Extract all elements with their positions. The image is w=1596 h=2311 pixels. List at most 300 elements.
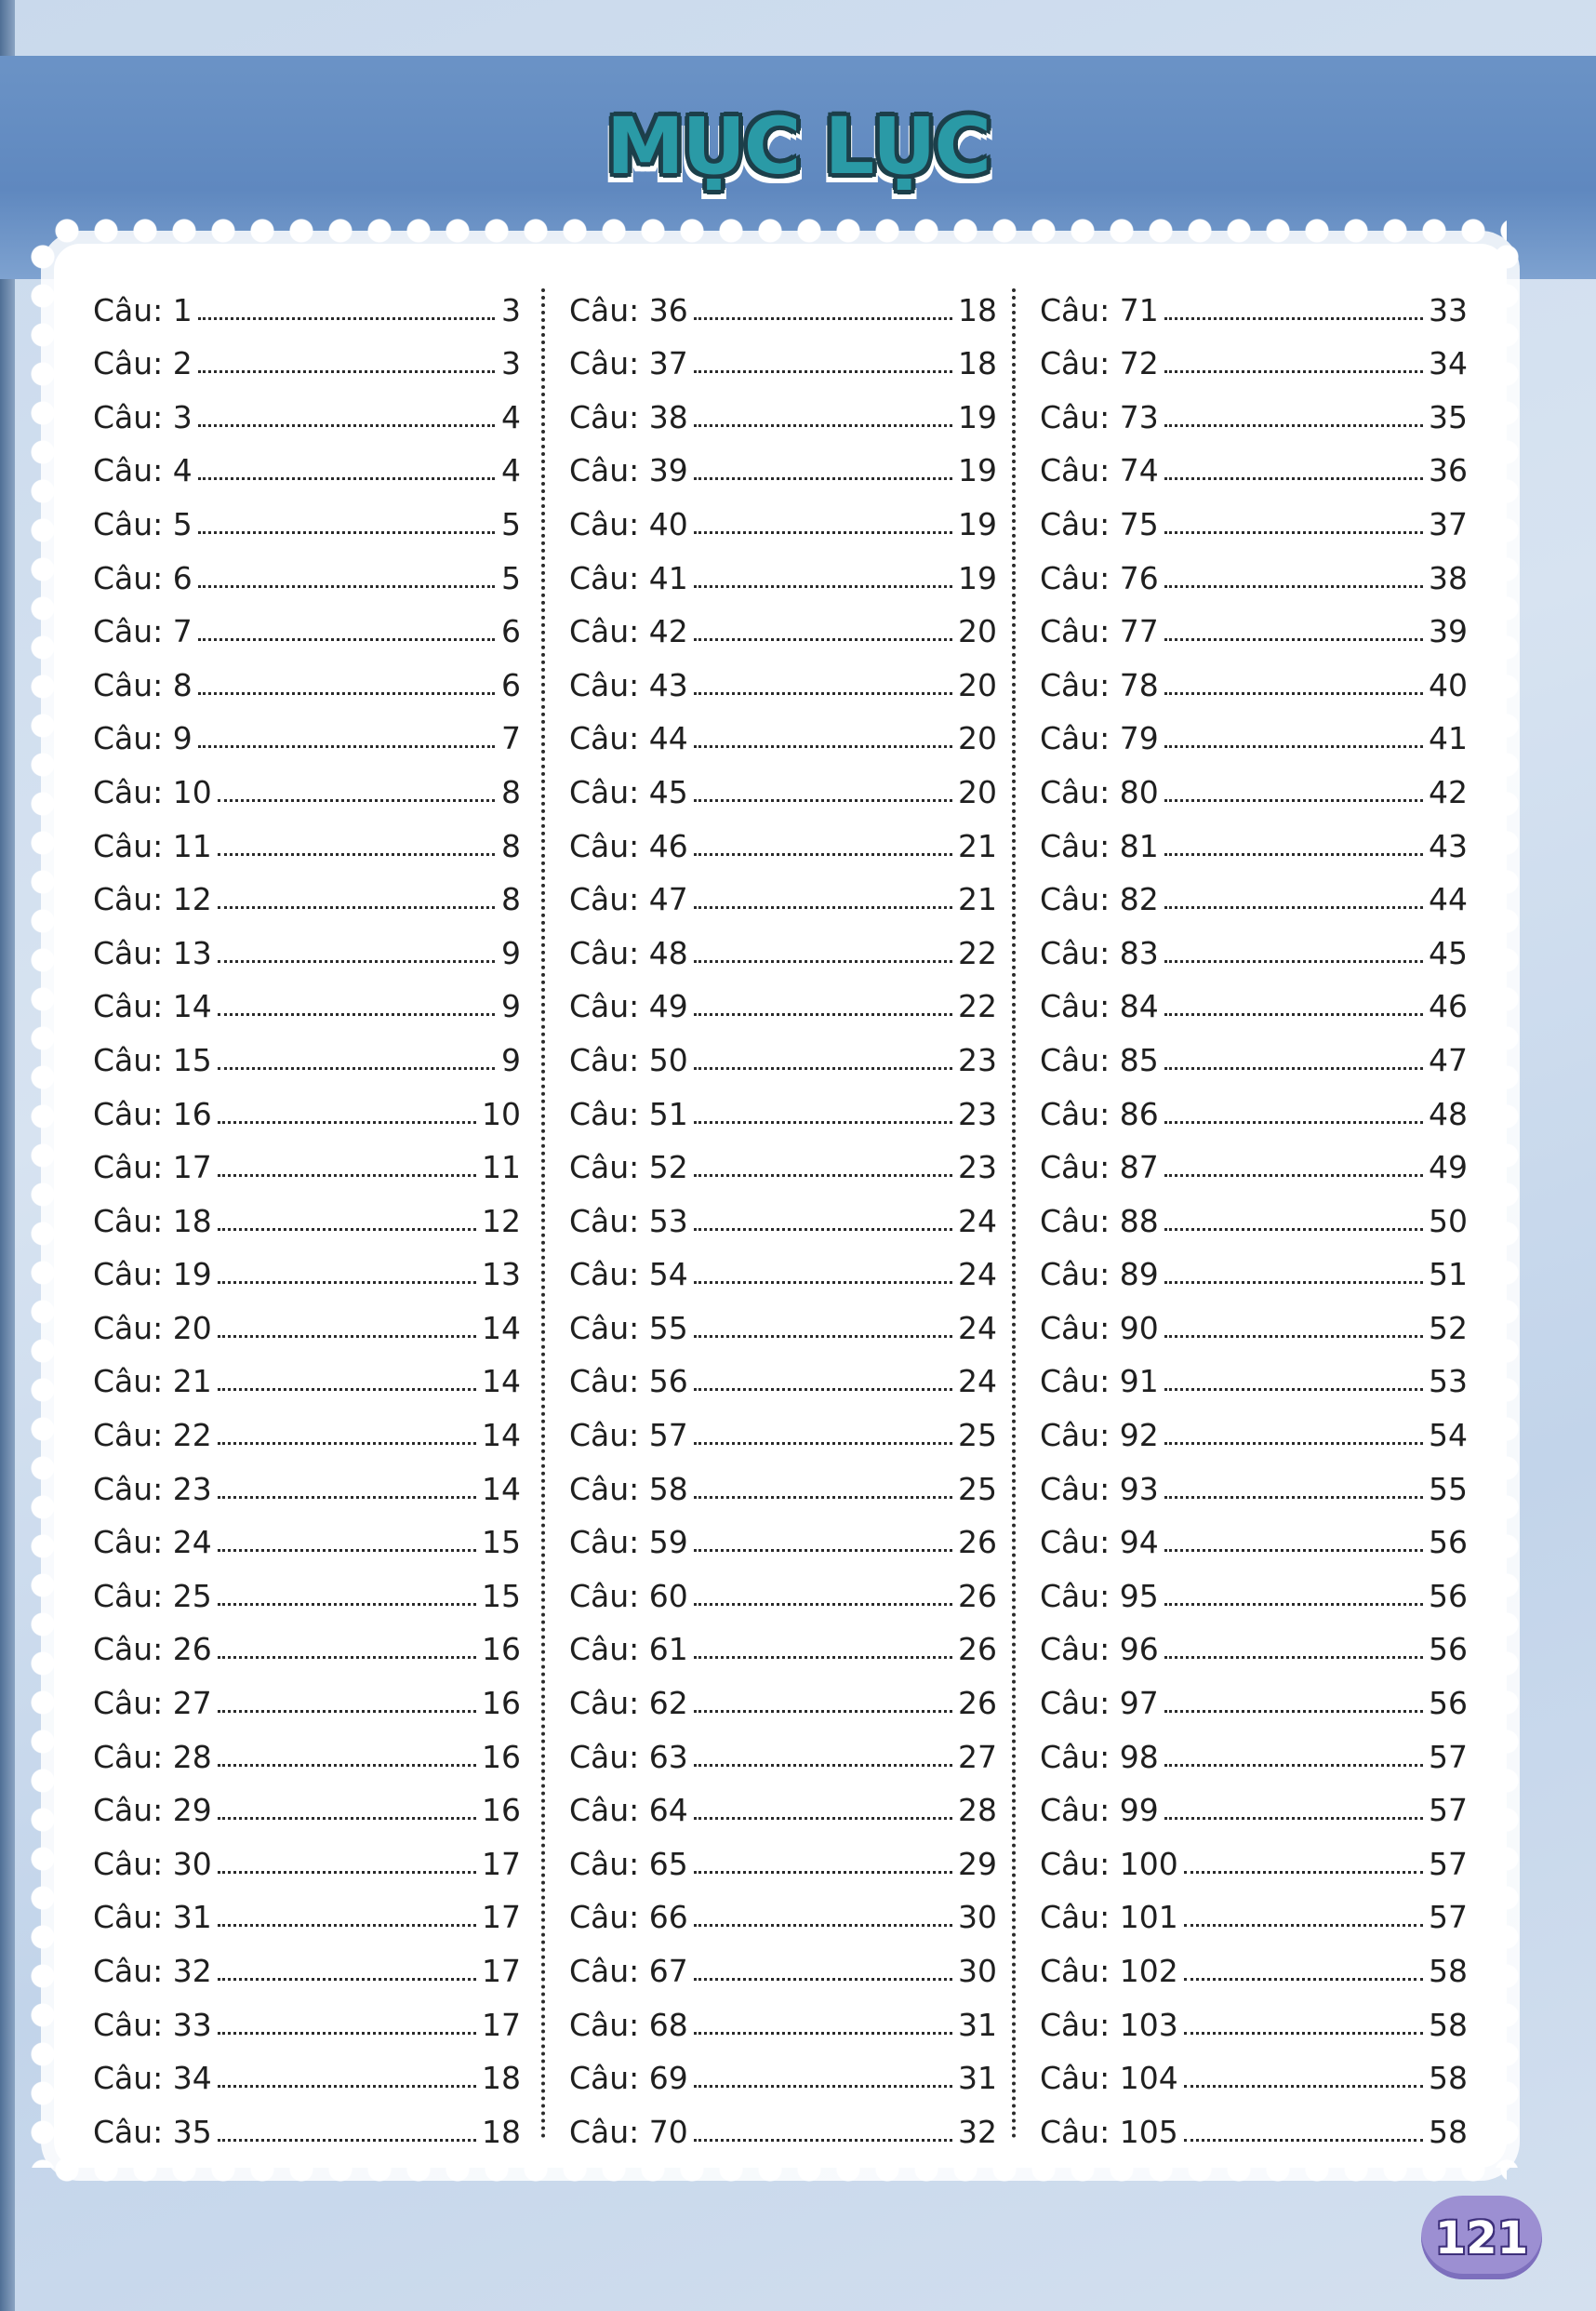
toc-entry[interactable]	[1040, 379, 1468, 433]
toc-entry-label: Câu: 49	[569, 988, 688, 1025]
toc-entry[interactable]	[93, 486, 521, 540]
dot-leader	[1164, 853, 1423, 856]
toc-entry[interactable]	[1040, 1825, 1468, 1882]
toc-entry-page: 9	[501, 934, 521, 971]
toc-column-3	[1040, 272, 1468, 2160]
toc-entry-label: Câu: 58	[569, 1470, 688, 1507]
toc-entry-page: 33	[1429, 291, 1468, 328]
toc-entry[interactable]	[93, 1075, 521, 1132]
toc-entry-label: Câu: 9	[93, 720, 193, 757]
toc-entry[interactable]	[93, 326, 521, 380]
toc-entry-page: 9	[501, 988, 521, 1025]
toc-entry[interactable]	[1040, 486, 1468, 540]
toc-entry-page: 17	[482, 2006, 521, 2043]
toc-entry[interactable]	[569, 1504, 997, 1561]
toc-entry-label: Câu: 20	[93, 1309, 212, 1346]
toc-entry-page: 51	[1429, 1256, 1468, 1293]
toc-entry-label: Câu: 16	[93, 1095, 212, 1132]
toc-entry-page: 57	[1429, 1899, 1468, 1936]
dot-leader	[694, 745, 952, 748]
toc-entry-label: Câu: 12	[93, 881, 212, 918]
dot-leader	[1164, 1710, 1423, 1713]
toc-entry-label: Câu: 87	[1040, 1149, 1159, 1186]
toc-entry-label: Câu: 5	[93, 505, 193, 542]
toc-entry[interactable]	[1040, 1343, 1468, 1400]
toc-entry[interactable]	[1040, 2093, 1468, 2150]
toc-entry-label: Câu: 100	[1040, 1845, 1178, 1882]
toc-entry-page: 4	[501, 452, 521, 489]
toc-entry[interactable]	[93, 1236, 521, 1293]
toc-entry[interactable]	[93, 1879, 521, 1936]
toc-entry-page: 56	[1429, 1577, 1468, 1614]
dot-leader	[1164, 1335, 1423, 1338]
dot-leader	[198, 638, 495, 641]
toc-entry[interactable]	[569, 2040, 997, 2097]
toc-entry[interactable]	[1040, 433, 1468, 487]
toc-entry-label: Câu: 21	[93, 1363, 212, 1400]
toc-entry[interactable]	[569, 1022, 997, 1078]
toc-entry[interactable]	[93, 1129, 521, 1186]
toc-entry[interactable]	[93, 754, 521, 808]
toc-entry-page: 53	[1429, 1363, 1468, 1400]
dot-leader	[1164, 1388, 1423, 1391]
toc-entry[interactable]	[569, 1879, 997, 1936]
toc-entry[interactable]	[569, 1129, 997, 1186]
toc-entry-label: Câu: 64	[569, 1792, 688, 1829]
toc-entry-label: Câu: 79	[1040, 720, 1159, 757]
dot-leader	[218, 2085, 476, 2088]
toc-entry-label: Câu: 94	[1040, 1524, 1159, 1561]
toc-entry[interactable]	[93, 1986, 521, 2043]
toc-entry-label: Câu: 2	[93, 345, 193, 382]
toc-entry-page: 5	[501, 559, 521, 596]
toc-entry[interactable]	[569, 540, 997, 594]
toc-entry[interactable]	[569, 647, 997, 701]
dot-leader	[694, 1603, 952, 1606]
toc-entry[interactable]	[93, 1718, 521, 1775]
dot-leader	[694, 1335, 952, 1338]
toc-entry[interactable]	[569, 486, 997, 540]
page-left-edge	[0, 0, 15, 2311]
toc-entry-label: Câu: 30	[93, 1845, 212, 1882]
toc-entry-page: 24	[958, 1256, 997, 1293]
toc-entry-page: 6	[501, 613, 521, 650]
toc-entry-label: Câu: 56	[569, 1363, 688, 1400]
toc-entry-label: Câu: 39	[569, 452, 688, 489]
toc-entry[interactable]	[1040, 272, 1468, 326]
toc-entry-page: 24	[958, 1309, 997, 1346]
toc-entry-label: Câu: 8	[93, 666, 193, 703]
toc-entry[interactable]	[93, 1557, 521, 1614]
toc-entry-label: Câu: 98	[1040, 1738, 1159, 1775]
toc-entry[interactable]	[93, 1289, 521, 1346]
toc-entry-page: 58	[1429, 2006, 1468, 2043]
toc-entry-page: 8	[501, 881, 521, 918]
toc-entry-page: 32	[958, 2113, 997, 2150]
toc-entry[interactable]	[1040, 1075, 1468, 1132]
toc-entry-page: 16	[482, 1631, 521, 1668]
toc-entry[interactable]	[1040, 754, 1468, 808]
toc-entry-label: Câu: 97	[1040, 1685, 1159, 1722]
toc-entry[interactable]	[93, 433, 521, 487]
dot-leader	[1164, 906, 1423, 909]
toc-entry[interactable]	[93, 1182, 521, 1239]
toc-entry[interactable]	[1040, 2040, 1468, 2097]
toc-entry-page: 13	[482, 1256, 521, 1293]
toc-entry-page: 44	[1429, 881, 1468, 918]
toc-entry[interactable]	[93, 1022, 521, 1078]
toc-entry-label: Câu: 86	[1040, 1095, 1159, 1132]
dot-leader	[198, 370, 495, 373]
toc-entry-label: Câu: 26	[93, 1631, 212, 1668]
toc-entry-label: Câu: 50	[569, 1041, 688, 1078]
dot-leader	[218, 2032, 476, 2035]
toc-entry[interactable]	[1040, 1718, 1468, 1775]
toc-entry[interactable]	[1040, 1182, 1468, 1239]
toc-entry-label: Câu: 76	[1040, 559, 1159, 596]
toc-entry-page: 54	[1429, 1417, 1468, 1454]
toc-entry-label: Câu: 91	[1040, 1363, 1159, 1400]
toc-entry[interactable]	[1040, 862, 1468, 918]
dot-leader	[694, 531, 952, 534]
dot-leader	[198, 531, 495, 534]
toc-entry-page: 6	[501, 666, 521, 703]
toc-entry[interactable]	[93, 1825, 521, 1882]
dot-leader	[694, 1978, 952, 1981]
dot-leader	[694, 2139, 952, 2142]
toc-entry[interactable]	[1040, 1396, 1468, 1454]
toc-entry[interactable]	[1040, 1772, 1468, 1829]
toc-entry-page: 30	[958, 1953, 997, 1989]
toc-entry[interactable]	[569, 1664, 997, 1722]
dot-leader	[694, 692, 952, 695]
toc-entry[interactable]	[569, 754, 997, 808]
toc-entry-label: Câu: 60	[569, 1577, 688, 1614]
dot-leader	[694, 1496, 952, 1499]
toc-entry-label: Câu: 102	[1040, 1953, 1178, 1989]
dot-leader	[1164, 1656, 1423, 1659]
toc-entry-label: Câu: 37	[569, 345, 688, 382]
toc-entry-label: Câu: 19	[93, 1256, 212, 1293]
dot-leader	[218, 1281, 476, 1284]
toc-entry-label: Câu: 4	[93, 452, 193, 489]
toc-entry-page: 18	[482, 2113, 521, 2150]
toc-entry[interactable]	[1040, 1664, 1468, 1722]
toc-entry-page: 14	[482, 1417, 521, 1454]
toc-entry-page: 43	[1429, 827, 1468, 864]
toc-entry[interactable]	[569, 1718, 997, 1775]
toc-entry-page: 41	[1429, 720, 1468, 757]
toc-entry-page: 19	[958, 559, 997, 596]
dot-leader	[198, 692, 495, 695]
dot-leader	[694, 585, 952, 588]
toc-entry-label: Câu: 51	[569, 1095, 688, 1132]
toc-entry[interactable]	[93, 1932, 521, 1989]
dot-leader	[218, 960, 495, 963]
dot-leader	[1184, 1924, 1423, 1927]
dot-leader	[694, 960, 952, 963]
toc-entry[interactable]	[569, 1557, 997, 1614]
toc-entry[interactable]	[93, 1772, 521, 1829]
toc-entry[interactable]	[93, 1450, 521, 1507]
toc-entry[interactable]	[569, 1396, 997, 1454]
toc-entry[interactable]	[569, 594, 997, 648]
dot-leader	[1164, 1764, 1423, 1767]
toc-entry[interactable]	[569, 915, 997, 971]
toc-entry-page: 18	[482, 2060, 521, 2097]
toc-entry[interactable]	[569, 2093, 997, 2150]
toc-entry-label: Câu: 38	[569, 398, 688, 435]
dot-leader	[1164, 960, 1423, 963]
toc-entry[interactable]	[569, 808, 997, 862]
toc-entry[interactable]	[1040, 1450, 1468, 1507]
toc-entry[interactable]	[93, 808, 521, 862]
dot-leader	[198, 585, 495, 588]
toc-entry-page: 47	[1429, 1041, 1468, 1078]
toc-entry[interactable]	[569, 1289, 997, 1346]
toc-entry-page: 39	[1429, 613, 1468, 650]
toc-entry-label: Câu: 6	[93, 559, 193, 596]
toc-entry-page: 19	[958, 452, 997, 489]
toc-entry[interactable]	[1040, 1557, 1468, 1614]
toc-entry[interactable]	[93, 968, 521, 1025]
toc-entry[interactable]	[569, 1611, 997, 1668]
dot-leader	[1164, 370, 1423, 373]
toc-entry[interactable]	[569, 1986, 997, 2043]
toc-entry-label: Câu: 73	[1040, 398, 1159, 435]
toc-entry[interactable]	[569, 968, 997, 1025]
toc-entry[interactable]	[93, 1504, 521, 1561]
dot-leader	[694, 853, 952, 856]
dot-leader	[694, 1228, 952, 1231]
toc-entry-label: Câu: 82	[1040, 881, 1159, 918]
toc-entry-page: 55	[1429, 1470, 1468, 1507]
toc-entry-page: 5	[501, 505, 521, 542]
dot-leader	[218, 1603, 476, 1606]
dot-leader	[218, 1388, 476, 1391]
dot-leader	[1164, 1549, 1423, 1552]
toc-entry[interactable]	[1040, 1129, 1468, 1186]
toc-entry-label: Câu: 81	[1040, 827, 1159, 864]
toc-entry-page: 26	[958, 1631, 997, 1668]
toc-entry[interactable]	[93, 1611, 521, 1668]
toc-entry-page: 26	[958, 1685, 997, 1722]
toc-entry-page: 20	[958, 613, 997, 650]
toc-entry-label: Câu: 71	[1040, 291, 1159, 328]
toc-entry[interactable]	[569, 1182, 997, 1239]
dot-leader	[1164, 477, 1423, 480]
page-number: 121	[1434, 2212, 1529, 2264]
dot-leader	[218, 1496, 476, 1499]
toc-entry-label: Câu: 88	[1040, 1202, 1159, 1239]
toc-entry[interactable]	[93, 540, 521, 594]
toc-entry-label: Câu: 67	[569, 1953, 688, 1989]
toc-entry[interactable]	[93, 594, 521, 648]
toc-entry-page: 10	[482, 1095, 521, 1132]
page-title: MỤC LỤC	[605, 100, 991, 192]
dot-leader	[218, 1067, 495, 1070]
toc-entry-label: Câu: 33	[93, 2006, 212, 2043]
toc-entry-label: Câu: 27	[93, 1685, 212, 1722]
dot-leader	[1164, 317, 1423, 320]
toc-entry-label: Câu: 93	[1040, 1470, 1159, 1507]
toc-entry-page: 19	[958, 505, 997, 542]
toc-entry[interactable]	[569, 1772, 997, 1829]
toc-entry-label: Câu: 29	[93, 1792, 212, 1829]
dot-leader	[218, 1013, 495, 1016]
toc-entry[interactable]	[93, 915, 521, 971]
toc-entry-label: Câu: 36	[569, 291, 688, 328]
toc-entry-page: 9	[501, 1041, 521, 1078]
toc-entry-label: Câu: 66	[569, 1899, 688, 1936]
toc-entry[interactable]	[1040, 968, 1468, 1025]
toc-entry-page: 45	[1429, 934, 1468, 971]
dot-leader	[218, 1656, 476, 1659]
dot-leader	[694, 1174, 952, 1177]
dot-leader	[1184, 2032, 1423, 2035]
toc-entry[interactable]	[1040, 594, 1468, 648]
toc-column-2	[569, 272, 997, 2160]
toc-entry-label: Câu: 14	[93, 988, 212, 1025]
column-divider	[1012, 288, 1016, 2140]
toc-entry-label: Câu: 62	[569, 1685, 688, 1722]
toc-entry-page: 16	[482, 1685, 521, 1722]
dot-leader	[694, 1871, 952, 1874]
toc-entry-label: Câu: 77	[1040, 613, 1159, 650]
toc-entry-label: Câu: 3	[93, 398, 193, 435]
toc-entry-label: Câu: 44	[569, 720, 688, 757]
toc-entry[interactable]	[569, 1075, 997, 1132]
toc-entry[interactable]	[569, 1236, 997, 1293]
toc-entry[interactable]	[1040, 647, 1468, 701]
toc-entry-label: Câu: 105	[1040, 2113, 1178, 2150]
toc-entry-page: 24	[958, 1363, 997, 1400]
toc-entry[interactable]	[569, 1825, 997, 1882]
toc-entry-label: Câu: 99	[1040, 1792, 1159, 1829]
toc-entry[interactable]	[93, 647, 521, 701]
dot-leader	[694, 1764, 952, 1767]
dot-leader	[694, 1656, 952, 1659]
toc-entry[interactable]	[569, 272, 997, 326]
toc-entry-page: 23	[958, 1149, 997, 1186]
toc-entry-page: 20	[958, 720, 997, 757]
dot-leader	[218, 1710, 476, 1713]
toc-entry[interactable]	[93, 1664, 521, 1722]
toc-entry[interactable]	[93, 379, 521, 433]
toc-entry-label: Câu: 84	[1040, 988, 1159, 1025]
toc-entry[interactable]	[1040, 326, 1468, 380]
toc-entry-page: 58	[1429, 1953, 1468, 1989]
toc-entry[interactable]	[93, 1343, 521, 1400]
dot-leader	[218, 1924, 476, 1927]
toc-entry[interactable]	[569, 701, 997, 755]
dot-leader	[218, 1871, 476, 1874]
dot-leader	[1164, 1228, 1423, 1231]
toc-entry-label: Câu: 47	[569, 881, 688, 918]
toc-entry[interactable]	[1040, 701, 1468, 755]
dot-leader	[694, 1281, 952, 1284]
toc-entry-page: 26	[958, 1524, 997, 1561]
toc-entry[interactable]	[93, 272, 521, 326]
toc-entry-page: 17	[482, 1953, 521, 1989]
toc-entry[interactable]	[93, 2040, 521, 2097]
dot-leader	[694, 1817, 952, 1820]
toc-entry-label: Câu: 74	[1040, 452, 1159, 489]
dot-leader	[694, 2085, 952, 2088]
toc-entry-label: Câu: 23	[93, 1470, 212, 1507]
dot-leader	[218, 799, 495, 802]
toc-entry-label: Câu: 17	[93, 1149, 212, 1186]
toc-entry-label: Câu: 45	[569, 773, 688, 810]
toc-entry[interactable]	[569, 1343, 997, 1400]
toc-entry-label: Câu: 55	[569, 1309, 688, 1346]
toc-entry[interactable]	[93, 1396, 521, 1454]
toc-entry[interactable]	[569, 1450, 997, 1507]
toc-entry-label: Câu: 22	[93, 1417, 212, 1454]
toc-entry-label: Câu: 31	[93, 1899, 212, 1936]
toc-entry[interactable]	[1040, 1022, 1468, 1078]
toc-entry[interactable]	[569, 433, 997, 487]
dot-leader	[218, 1549, 476, 1552]
toc-entry[interactable]	[93, 701, 521, 755]
toc-entry[interactable]	[569, 326, 997, 380]
dot-leader	[694, 370, 952, 373]
dot-leader	[1184, 1978, 1423, 1981]
toc-entry[interactable]	[1040, 1611, 1468, 1668]
toc-entry-label: Câu: 83	[1040, 934, 1159, 971]
toc-entry[interactable]	[1040, 915, 1468, 971]
dot-leader	[694, 1442, 952, 1445]
dot-leader	[1164, 424, 1423, 427]
toc-entry-label: Câu: 57	[569, 1417, 688, 1454]
toc-entry-page: 40	[1429, 666, 1468, 703]
toc-entry-page: 52	[1429, 1309, 1468, 1346]
toc-entry-label: Câu: 61	[569, 1631, 688, 1668]
toc-entry-page: 23	[958, 1095, 997, 1132]
toc-entry-label: Câu: 69	[569, 2060, 688, 2097]
toc-entry-page: 36	[1429, 452, 1468, 489]
toc-entry[interactable]	[569, 862, 997, 918]
toc-entry[interactable]	[1040, 1932, 1468, 1989]
toc-entry[interactable]	[93, 2093, 521, 2150]
toc-entry-label: Câu: 75	[1040, 505, 1159, 542]
dot-leader	[1184, 2085, 1423, 2088]
toc-entry[interactable]	[93, 862, 521, 918]
toc-entry[interactable]	[1040, 1289, 1468, 1346]
toc-entry[interactable]	[569, 1932, 997, 1989]
toc-entry[interactable]	[1040, 1879, 1468, 1936]
toc-entry[interactable]	[1040, 1236, 1468, 1293]
toc-entry-page: 29	[958, 1845, 997, 1882]
toc-entry-label: Câu: 103	[1040, 2006, 1178, 2043]
dot-leader	[1164, 1174, 1423, 1177]
toc-entry[interactable]	[1040, 1986, 1468, 2043]
dot-leader	[694, 1710, 952, 1713]
toc-entry[interactable]	[569, 379, 997, 433]
toc-entry-page: 3	[501, 345, 521, 382]
toc-entry-label: Câu: 10	[93, 773, 212, 810]
toc-entry[interactable]	[1040, 540, 1468, 594]
dot-leader	[1164, 1013, 1423, 1016]
dot-leader	[1164, 1067, 1423, 1070]
toc-entry-label: Câu: 78	[1040, 666, 1159, 703]
toc-entry-page: 49	[1429, 1149, 1468, 1186]
toc-entry[interactable]	[1040, 1504, 1468, 1561]
toc-entry-page: 25	[958, 1470, 997, 1507]
toc-entry-page: 8	[501, 773, 521, 810]
toc-entry-label: Câu: 35	[93, 2113, 212, 2150]
toc-entry[interactable]	[1040, 808, 1468, 862]
